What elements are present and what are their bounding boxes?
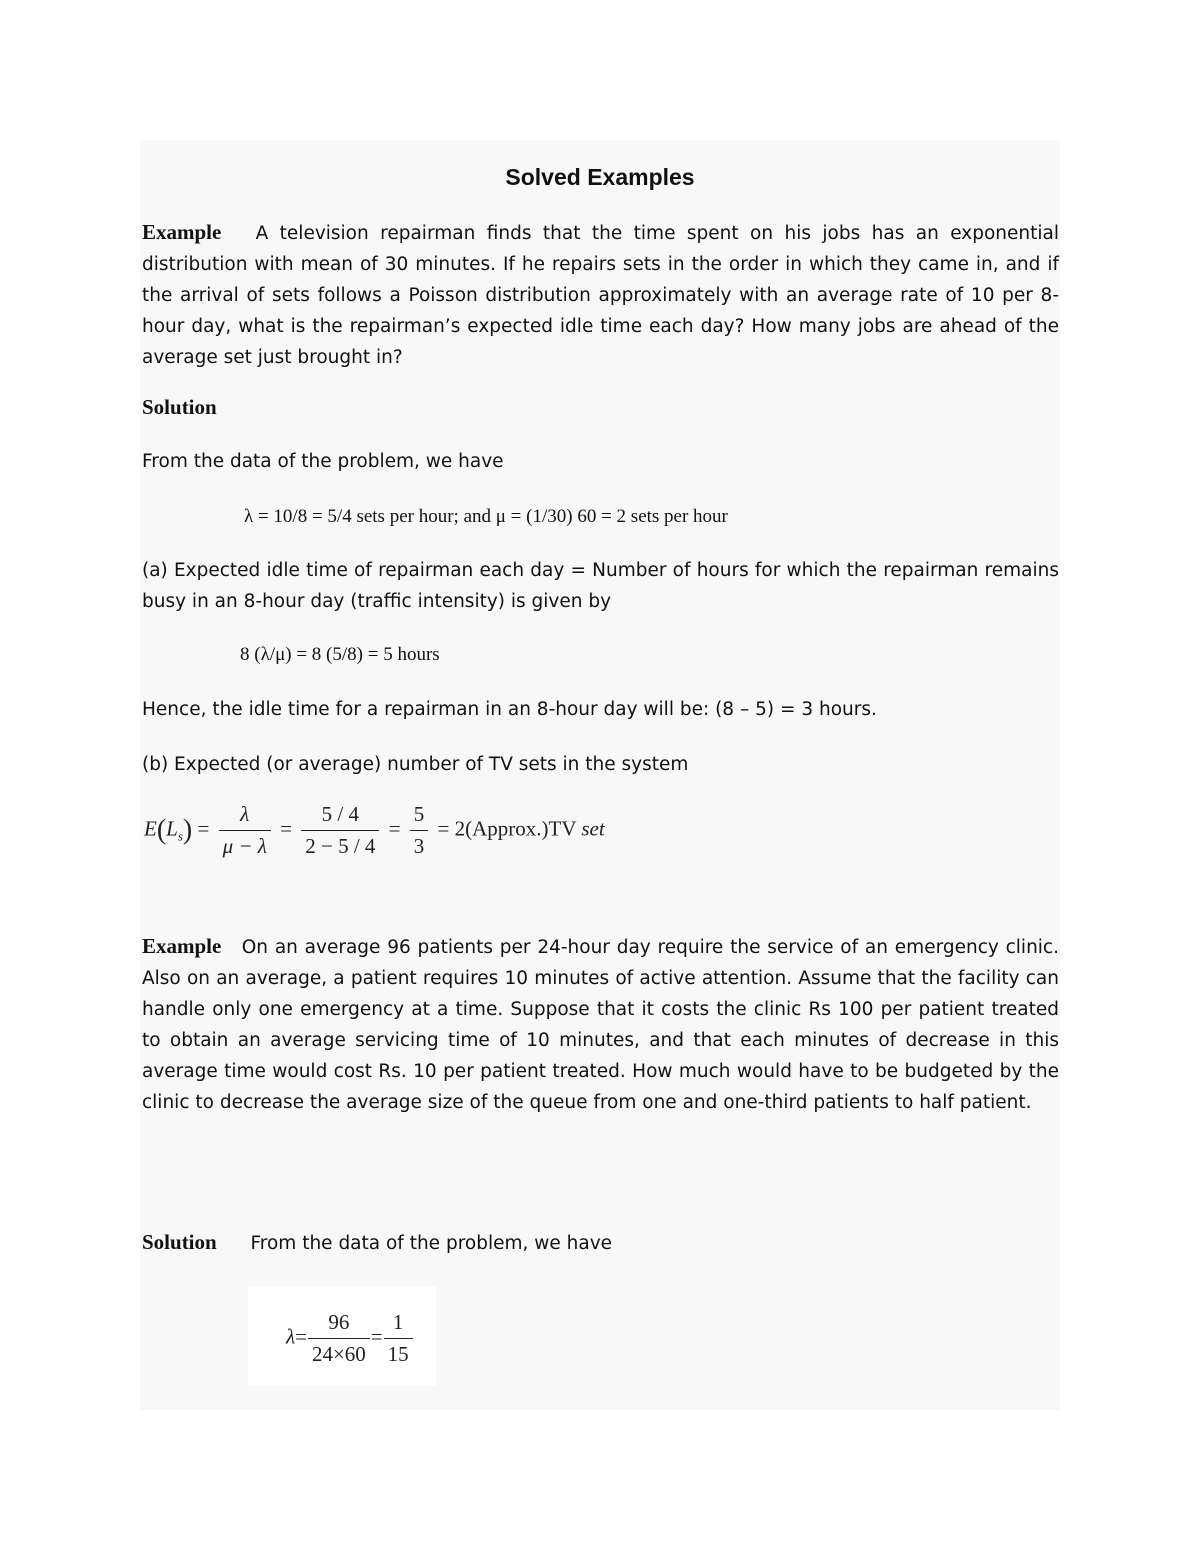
rates-equation: λ = 10/8 = 5/4 sets per hour; and μ = (1/30) 60 = 2 sets per hour — [244, 506, 728, 527]
formula-unit: set — [581, 816, 605, 841]
lambda-formula — [286, 1310, 414, 1367]
lambda-equation-box — [248, 1286, 436, 1386]
formula-e: E — [144, 816, 157, 841]
document-page — [140, 140, 1060, 1410]
fraction-denominator: 24×60 — [308, 1338, 370, 1367]
fraction-denominator: 2 − 5 / 4 — [301, 830, 379, 859]
part-b-text: (b) Expected (or average) number of TV sets in the system — [142, 754, 689, 775]
fraction-numerator: 1 — [392, 1310, 404, 1334]
page-title: Solved Examples — [505, 164, 695, 190]
busy-hours-equation: 8 (λ/μ) = 8 (5/8) = 5 hours — [240, 644, 440, 665]
fraction-numerator: 5 / 4 — [321, 802, 359, 826]
expected-ls-formula — [144, 802, 605, 859]
part-a-text: (a) Expected idle time of repairman each day = Number of hours for which the repairman remains busy in an 8-hour day (traffic intensity) is given by — [142, 560, 1059, 612]
example-2-label: Example — [142, 934, 222, 958]
solution-1-label: Solution — [142, 395, 217, 419]
fraction-96-over-24x60 — [308, 1310, 370, 1367]
formula-equals: = — [388, 816, 401, 841]
example-1-text: A television repairman finds that the time spent on his jobs has an exponential distribution with mean of 30 minutes. If he repairs sets in the order in which they came in, and if the arrival of sets follows a Poisson distribution approximately with an average rate of 10 per 8-hour day, what is the repairman’s expected idle time each day? How many jobs are ahead of the average set just brought in? — [142, 223, 1059, 368]
fraction-numerator: 96 — [328, 1310, 350, 1334]
formula-result: 2(Approx.)TV — [454, 816, 577, 841]
example-1-paragraph — [142, 217, 1059, 373]
solution-1-intro: From the data of the problem, we have — [142, 451, 504, 472]
fraction-denominator: μ − λ — [219, 830, 271, 859]
formula-equals: = — [280, 816, 292, 841]
formula-equals: = — [295, 1324, 307, 1349]
solution-1-heading — [142, 392, 217, 424]
example-2-paragraph — [142, 931, 1059, 1118]
formula-equals: = — [437, 816, 450, 841]
example-1-label: Example — [142, 220, 222, 244]
formula-paren-close: ) — [182, 814, 193, 846]
fraction-1-over-15 — [384, 1310, 413, 1367]
fraction-numerator: 5 — [413, 802, 425, 826]
fraction-lambda-over-mu-minus-lambda — [219, 802, 271, 859]
formula-lambda: λ — [286, 1324, 296, 1349]
fraction-denominator: 3 — [410, 830, 429, 859]
example-2-text: On an average 96 patients per 24-hour day require the service of an emergency clinic. Also on an average, a patient requires 10 minutes of active attention. Assume that the facility can handle only one emergency at a time. Suppose that it costs the clinic Rs 100 per patient treated to obtain an average servicing time of 10 minutes, and that each minutes of decrease in this average time would cost Rs. 10 per patient treated. How much would have to be budgeted by the clinic to decrease the average size of the queue from one and one-third patients to half patient. — [142, 937, 1059, 1113]
formula-equals: = — [370, 1324, 383, 1349]
fraction-five-thirds — [410, 802, 429, 859]
fraction-five-quarters — [301, 802, 379, 859]
solution-2-heading — [142, 1227, 612, 1259]
formula-l: L — [166, 816, 178, 841]
solution-2-intro: From the data of the problem, we have — [250, 1233, 613, 1254]
formula-equals: = — [197, 816, 210, 841]
idle-time-text: Hence, the idle time for a repairman in an 8-hour day will be: (8 – 5) = 3 hours. — [142, 699, 877, 720]
formula-paren-open: ( — [156, 814, 167, 846]
formula-sub-s: s — [177, 828, 183, 844]
solution-2-label: Solution — [142, 1230, 217, 1254]
fraction-denominator: 15 — [384, 1338, 413, 1367]
fraction-numerator: λ — [240, 802, 250, 826]
